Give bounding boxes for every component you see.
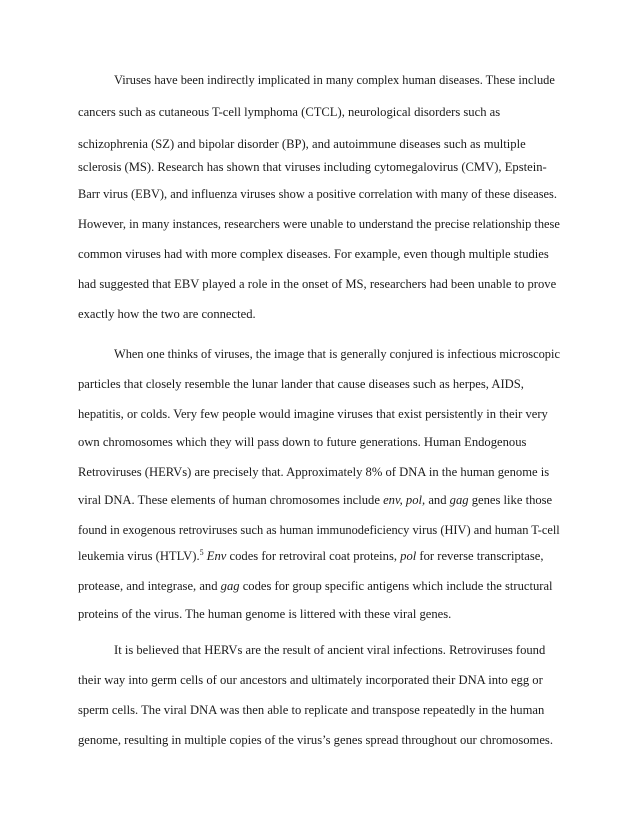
paragraph-1-line-2: cancers such as cutaneous T-cell lymphoma (CTCL), neurological disorders such as bbox=[78, 105, 501, 119]
paragraph-2-line-6 bbox=[78, 492, 552, 508]
text-run: codes for retroviral coat proteins, bbox=[226, 549, 401, 563]
paragraph-2-line-5: Retroviruses (HERVs) are precisely that. Approximately 8% of DNA in the human genome is bbox=[78, 465, 550, 479]
text-run: genes like those bbox=[468, 493, 553, 507]
gene-gag-italic: gag bbox=[449, 493, 469, 507]
paragraph-1-line-8: had suggested that EBV played a role in the onset of MS, researchers had been unable to prove bbox=[78, 277, 557, 291]
paragraph-1-line-7: common viruses had with more complex diseases. For example, even though multiple studies bbox=[78, 247, 549, 261]
gene-env-italic: Env bbox=[206, 549, 227, 563]
paragraph-2-line-1: When one thinks of viruses, the image that is generally conjured is infectious microscopic bbox=[114, 347, 560, 361]
paragraph-2-line-7: found in exogenous retroviruses such as human immunodeficiency virus (HIV) and human T-cell bbox=[78, 523, 560, 537]
gene-env-pol-italic: env, pol, bbox=[383, 493, 426, 507]
gene-pol-italic: pol bbox=[400, 549, 417, 563]
text-run: viral DNA. These elements of human chromosomes include bbox=[78, 493, 384, 507]
reference-superscript: 5 bbox=[199, 547, 204, 557]
paragraph-3-line-4: genome, resulting in multiple copies of the virus’s genes spread throughout our chromosomes. bbox=[78, 733, 553, 747]
paragraph-2-line-4: own chromosomes which they will pass down to future generations. Human Endogenous bbox=[78, 435, 527, 449]
text-run: for reverse transcriptase, bbox=[416, 549, 544, 563]
text-run: protease, and integrase, and bbox=[78, 579, 221, 593]
gene-gag-italic: gag bbox=[220, 579, 240, 593]
paragraph-1-line-5: Barr virus (EBV), and influenza viruses show a positive correlation with many of these diseases. bbox=[78, 187, 557, 201]
paragraph-1-line-3: schizophrenia (SZ) and bipolar disorder (BP), and autoimmune diseases such as multiple bbox=[78, 137, 526, 151]
paragraph-1-line-6: However, in many instances, researchers were unable to understand the precise relationship these bbox=[78, 217, 560, 231]
paragraph-2-line-2: particles that closely resemble the lunar lander that cause diseases such as herpes, AIDS, bbox=[78, 377, 524, 391]
paragraph-2-line-10: proteins of the virus. The human genome is littered with these viral genes. bbox=[78, 607, 452, 621]
text-run: leukemia virus (HTLV). bbox=[78, 549, 200, 563]
paragraph-3-line-1: It is believed that HERVs are the result of ancient viral infections. Retroviruses found bbox=[114, 643, 546, 657]
text-run: codes for group specific antigens which include the structural bbox=[239, 579, 553, 593]
text-run: and bbox=[425, 493, 450, 507]
paragraph-1-line-1: Viruses have been indirectly implicated in many complex human diseases. These include bbox=[114, 73, 555, 87]
paragraph-1-line-9: exactly how the two are connected. bbox=[78, 307, 256, 321]
paragraph-2-line-8 bbox=[78, 548, 544, 564]
paragraph-2-line-9 bbox=[78, 578, 553, 594]
paragraph-1-line-4: sclerosis (MS). Research has shown that viruses including cytomegalovirus (CMV), Epstein- bbox=[78, 160, 547, 174]
paragraph-3-line-3: sperm cells. The viral DNA was then able to replicate and transpose repeatedly in the human bbox=[78, 703, 545, 717]
paragraph-3-line-2: their way into germ cells of our ancestors and ultimately incorporated their DNA into egg or bbox=[78, 673, 543, 687]
paragraph-2-line-3: hepatitis, or colds. Very few people would imagine viruses that exist persistently in their very bbox=[78, 407, 548, 421]
